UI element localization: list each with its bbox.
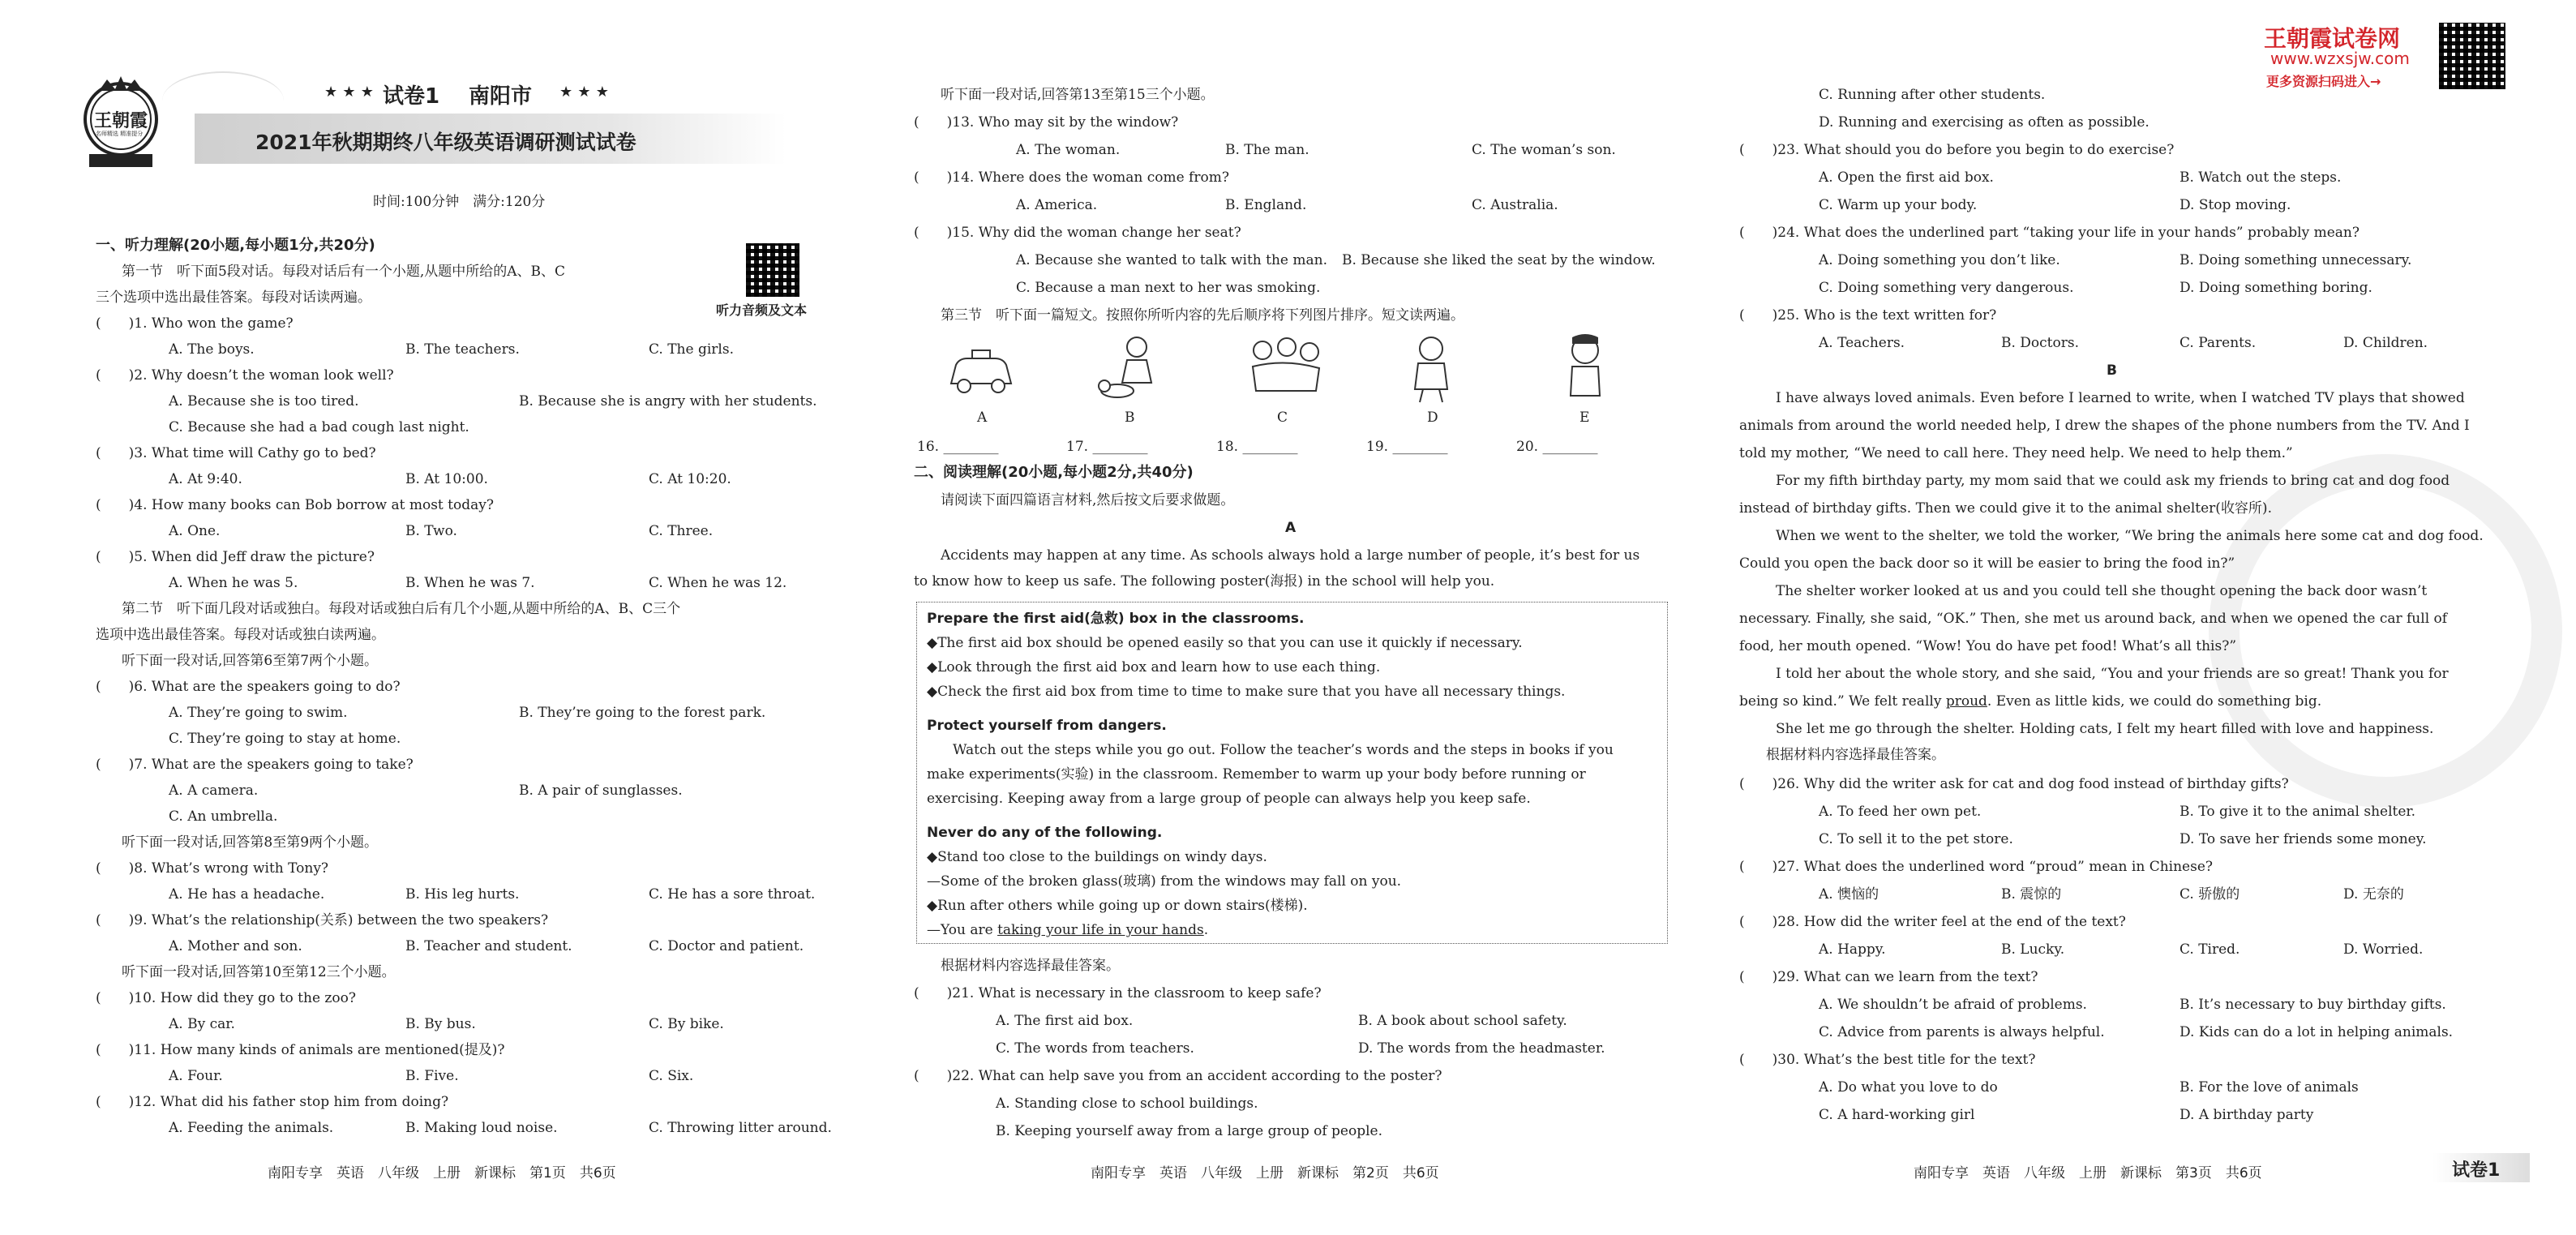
question-29: ( )29. What can we learn from the text?: [1739, 969, 2038, 985]
q21-option-b: B. A book about school safety.: [1358, 1013, 1567, 1029]
page-column-2: [904, 0, 1674, 1235]
q21-option-a: A. The first aid box.: [996, 1013, 1134, 1029]
q8-option-b: B. His leg hurts.: [405, 886, 520, 903]
q6-option-a: A. They’re going to swim.: [169, 705, 348, 721]
dialogue-4-instruction: 听下面一段对话,回答第13至第15三个小题。: [941, 87, 1215, 103]
picture-c-kids-icon: [1245, 334, 1326, 404]
q30-option-a: A. Do what you love to do: [1819, 1079, 1998, 1096]
brand-tagline: 更多资源扫码进入→: [2266, 74, 2381, 89]
q28-option-a: A. Happy.: [1819, 941, 1886, 958]
q5-option-c: C. When he was 12.: [649, 575, 787, 591]
q25-option-c: C. Parents.: [2180, 335, 2257, 351]
question-3: ( )3. What time will Cathy go to bed?: [96, 445, 376, 461]
passage-b-line-8: The shelter worker looked at us and you could tell she thought opening the back door wasn’t: [1776, 583, 2428, 599]
question-2: ( )2. Why doesn’t the woman look well?: [96, 367, 394, 384]
q23-option-b: B. Watch out the steps.: [2180, 169, 2342, 186]
poster-item-3: ◆Check the first aid box from time to time to make sure that you have all necessary things.: [927, 684, 1566, 700]
line-12-prefix: being so kind.” We felt really: [1739, 693, 1946, 710]
passage-b-line-7: Could you open the back door so it will be easier to bring the food in?”: [1739, 555, 2235, 572]
poster-heading-1: Prepare the first aid(急救) box in the classrooms.: [927, 611, 1305, 627]
passage-a-instruction: 根据材料内容选择最佳答案。: [941, 958, 1120, 974]
q23-option-a: A. Open the first aid box.: [1819, 169, 1994, 186]
poster-item-2: ◆Look through the first aid box and learn how to use each thing.: [927, 659, 1381, 675]
q9-option-c: C. Doctor and patient.: [649, 938, 804, 954]
passage-b-line-1: I have always loved animals. Even before I learned to write, when I watched TV plays that showed: [1776, 390, 2465, 406]
q12-option-b: B. Making loud noise.: [405, 1120, 558, 1136]
dialogue-3-instruction: 听下面一段对话,回答第10至第12三个小题。: [122, 964, 396, 980]
part-2-intro-2: 选项中选出最佳答案。每段对话或独白读两遍。: [96, 627, 385, 643]
page-1-footer: 南阳专享 英语 八年级 上册 新课标 第1页 共6页: [268, 1165, 616, 1181]
q14-option-a: A. America.: [1016, 197, 1098, 213]
q25-option-d: D. Children.: [2343, 335, 2428, 351]
q7-option-b: B. A pair of sunglasses.: [519, 783, 683, 799]
answer-blank-19[interactable]: 19. ________: [1366, 439, 1448, 455]
question-30: ( )30. What’s the best title for the text?: [1739, 1052, 2036, 1068]
picture-a-car-icon: [945, 339, 1018, 404]
q24-option-a: A. Doing something you don’t like.: [1819, 252, 2060, 268]
poster-para-2: make experiments(实验) in the classroom. Remember to warm up your body before running or: [927, 766, 1586, 783]
q10-option-b: B. By bus.: [405, 1016, 476, 1032]
qr-label: 听力音频及文本: [716, 302, 808, 318]
underlined-phrase: taking your life in your hands: [997, 922, 1204, 938]
logo-slogan: 名师精选 精准提分: [96, 131, 144, 137]
poster-never-1: ◆Stand too close to the buildings on windy days.: [927, 849, 1267, 865]
question-24: ( )24. What does the underlined part “taking your life in your hands” probably mean?: [1739, 225, 2360, 241]
passage-b-line-10: food, her mouth opened. “Wow! You do have pet food! What’s all this?”: [1739, 638, 2237, 654]
q15-option-a: A. Because she wanted to talk with the man.: [1016, 252, 1327, 268]
poster-para-1: Watch out the steps while you go out. Follow the teacher’s words and the steps in books if you: [953, 742, 1614, 758]
q4-option-b: B. Two.: [405, 523, 457, 539]
part-3-intro: 第三节 听下面一篇短文。按照你所听内容的先后顺序将下列图片排序。短文读两遍。: [941, 307, 1464, 324]
header-city: 南阳市: [469, 84, 533, 109]
passage-b-line-12: [1739, 693, 2321, 710]
underlined-word-proud: proud: [1945, 693, 1987, 710]
q22-option-a: A. Standing close to school buildings.: [996, 1096, 1258, 1112]
q1-option-b: B. The teachers.: [405, 341, 520, 358]
q11-option-c: C. Six.: [649, 1068, 694, 1084]
time-score: 时间:100分钟 满分:120分: [373, 194, 546, 210]
picture-label-b: B: [1125, 410, 1135, 426]
section-1-title: 一、听力理解(20小题,每小题1分,共20分): [96, 237, 375, 254]
q30-option-c: C. A hard-working girl: [1819, 1107, 1975, 1123]
picture-label-c: C: [1277, 410, 1288, 426]
q9-option-a: A. Mother and son.: [169, 938, 302, 954]
q6-option-b: B. They’re going to the forest park.: [519, 705, 766, 721]
poster-heading-2: Protect yourself from dangers.: [927, 718, 1167, 734]
q12-option-c: C. Throwing litter around.: [649, 1120, 832, 1136]
answer-blank-20[interactable]: 20. ________: [1516, 439, 1598, 455]
poster-never-4: [927, 921, 1208, 939]
passage-a-line-1: Accidents may happen at any time. As schools always hold a large number of people, it’s best for us: [941, 547, 1640, 564]
question-28: ( )28. How did the writer feel at the end of the text?: [1739, 914, 2126, 930]
brand-name: 王朝霞试卷网: [2264, 25, 2401, 52]
part-1-intro: 第一节 听下面5段对话。每段对话后有一个小题,从题中所给的A、B、C: [122, 264, 565, 280]
q26-option-c: C. To sell it to the pet store.: [1819, 831, 2013, 847]
q8-option-c: C. He has a sore throat.: [649, 886, 816, 903]
q7-option-a: A. A camera.: [169, 783, 259, 799]
q28-option-d: D. Worried.: [2343, 941, 2424, 958]
question-4: ( )4. How many books can Bob borrow at most today?: [96, 497, 494, 513]
question-1: ( )1. Who won the game?: [96, 315, 294, 332]
q30-option-d: D. A birthday party: [2180, 1107, 2314, 1123]
q6-option-c: C. They’re going to stay at home.: [169, 731, 401, 747]
passage-a-label: A: [1285, 520, 1297, 536]
answer-blank-16[interactable]: 16. ________: [917, 439, 999, 455]
q26-option-b: B. To give it to the animal shelter.: [2180, 804, 2416, 820]
question-25: ( )25. Who is the text written for?: [1739, 307, 1997, 324]
q11-option-b: B. Five.: [405, 1068, 459, 1084]
passage-b-instruction: 根据材料内容选择最佳答案。: [1766, 747, 1945, 763]
q14-option-c: C. Australia.: [1472, 197, 1558, 213]
q11-option-a: A. Four.: [169, 1068, 223, 1084]
passage-b-line-6: When we went to the shelter, we told the worker, “We bring the animals here some cat and dog food.: [1776, 528, 2484, 544]
logo-name: 王朝霞: [94, 110, 148, 131]
q22-option-d: D. Running and exercising as often as possible.: [1819, 114, 2150, 131]
q29-option-c: C. Advice from parents is always helpful.: [1819, 1024, 2105, 1040]
question-6: ( )6. What are the speakers going to do?: [96, 679, 401, 695]
q24-option-c: C. Doing something very dangerous.: [1819, 280, 2074, 296]
q5-option-a: A. When he was 5.: [169, 575, 298, 591]
picture-e-boy-icon: [1553, 332, 1618, 405]
listening-qr-code[interactable]: [746, 243, 799, 297]
q9-option-b: B. Teacher and student.: [405, 938, 572, 954]
q4-option-a: A. One.: [169, 523, 221, 539]
q10-option-c: C. By bike.: [649, 1016, 724, 1032]
q13-option-b: B. The man.: [1225, 142, 1309, 158]
question-14: ( )14. Where does the woman come from?: [914, 169, 1229, 186]
question-7: ( )7. What are the speakers going to take?: [96, 757, 414, 773]
poster-item-1: ◆The first aid box should be opened easily so that you can use it quickly if necessary.: [927, 635, 1523, 651]
question-12: ( )12. What did his father stop him from doing?: [96, 1094, 449, 1110]
corner-paper-tag: [2432, 1153, 2530, 1182]
picture-label-a: A: [977, 410, 988, 426]
header-paper-number: 试卷1: [383, 84, 440, 109]
q28-option-c: C. Tired.: [2180, 941, 2240, 958]
q29-option-a: A. We shouldn’t be afraid of problems.: [1819, 997, 2087, 1013]
q28-option-b: B. Lucky.: [2001, 941, 2065, 958]
part-2-intro: 第二节 听下面几段对话或独白。每段对话或独白后有几个小题,从题中所给的A、B、C三个: [122, 601, 681, 617]
question-21: ( )21. What is necessary in the classroom to keep safe?: [914, 985, 1322, 1001]
passage-a-line-2: to know how to keep us safe. The following poster(海报) in the school will help you.: [914, 573, 1495, 590]
passage-b-line-11: I told her about the whole story, and she said, “You and your friends are so great! Thank you for: [1776, 666, 2449, 682]
question-10: ( )10. How did they go to the zoo?: [96, 990, 356, 1006]
page-column-3: [1735, 0, 2514, 1235]
q27-option-d: D. 无奈的: [2343, 886, 2404, 903]
q23-option-c: C. Warm up your body.: [1819, 197, 1978, 213]
q27-option-b: B. 震惊的: [2001, 886, 2062, 903]
q25-option-b: B. Doctors.: [2001, 335, 2080, 351]
q14-option-b: B. England.: [1225, 197, 1307, 213]
part-1-intro-2: 三个选项中选出最佳答案。每段对话读两遍。: [96, 289, 371, 306]
question-11: ( )11. How many kinds of animals are mentioned(提及)?: [96, 1042, 505, 1058]
q2-option-a: A. Because she is too tired.: [169, 393, 359, 410]
line-12-suffix: . Even as little kids, we could do something big.: [1987, 693, 2322, 710]
dialogue-2-instruction: 听下面一段对话,回答第8至第9两个小题。: [122, 834, 379, 851]
q12-option-a: A. Feeding the animals.: [169, 1120, 334, 1136]
question-23: ( )23. What should you do before you begin to do exercise?: [1739, 142, 2175, 158]
dialogue-1-instruction: 听下面一段对话,回答第6至第7两个小题。: [122, 653, 379, 669]
q24-option-d: D. Doing something boring.: [2180, 280, 2372, 296]
question-26: ( )26. Why did the writer ask for cat and dog food instead of birthday gifts?: [1739, 776, 2289, 792]
page-3-footer: 南阳专享 英语 八年级 上册 新课标 第3页 共6页: [1914, 1165, 2262, 1181]
q21-option-d: D. The words from the headmaster.: [1358, 1040, 1605, 1057]
q7-option-c: C. An umbrella.: [169, 808, 278, 825]
q15-option-b: B. Because she liked the seat by the window.: [1342, 252, 1656, 268]
q3-option-a: A. At 9:40.: [169, 471, 242, 487]
q23-option-d: D. Stop moving.: [2180, 197, 2291, 213]
poster-never-4-suffix: .: [1203, 922, 1209, 938]
header-stars-left: ★ ★ ★: [324, 84, 374, 101]
poster-never-4-prefix: —You are: [927, 922, 998, 938]
q27-option-a: A. 懊恼的: [1819, 886, 1879, 903]
q8-option-a: A. He has a headache.: [169, 886, 325, 903]
brand-qr-code[interactable]: [2439, 23, 2505, 89]
brand-url: www.wzxsjw.com: [2270, 49, 2410, 68]
picture-b-helping-icon: [1095, 332, 1168, 405]
q26-option-d: D. To save her friends some money.: [2180, 831, 2427, 847]
passage-b-line-13: She let me go through the shelter. Holding cats, I felt my heart filled with love and happiness.: [1776, 721, 2434, 737]
section-2-title: 二、阅读理解(20小题,每小题2分,共40分): [914, 464, 1194, 481]
passage-b-line-9: necessary. Finally, she said, “OK.” Then, she met us around back, and when we opened the car full of: [1739, 611, 2448, 627]
q21-option-c: C. The words from teachers.: [996, 1040, 1194, 1057]
passage-b-label: B: [2107, 362, 2117, 379]
q3-option-c: C. At 10:20.: [649, 471, 731, 487]
q2-option-b: B. Because she is angry with her students.: [519, 393, 817, 410]
q27-option-c: C. 骄傲的: [2180, 886, 2240, 903]
question-27: ( )27. What does the underlined word “proud” mean in Chinese?: [1739, 859, 2214, 875]
q15-option-c: C. Because a man next to her was smoking.: [1016, 280, 1321, 296]
picture-label-e: E: [1579, 410, 1590, 426]
q13-option-a: A. The woman.: [1016, 142, 1121, 158]
q29-option-b: B. It’s necessary to buy birthday gifts.: [2180, 997, 2446, 1013]
q22-option-c: C. Running after other students.: [1819, 87, 2046, 103]
header-stars-right: ★ ★ ★: [559, 84, 609, 101]
question-22: ( )22. What can help save you from an accident according to the poster?: [914, 1068, 1442, 1084]
q24-option-b: B. Doing something unnecessary.: [2180, 252, 2412, 268]
q29-option-d: D. Kids can do a lot in helping animals.: [2180, 1024, 2454, 1040]
answer-blank-17[interactable]: 17. ________: [1066, 439, 1148, 455]
q22-option-b: B. Keeping yourself away from a large group of people.: [996, 1123, 1383, 1139]
picture-d-boy-icon: [1399, 332, 1464, 405]
page-column-1: [81, 0, 859, 1235]
q30-option-b: B. For the love of animals: [2180, 1079, 2359, 1096]
q1-option-c: C. The girls.: [649, 341, 734, 358]
question-13: ( )13. Who may sit by the window?: [914, 114, 1179, 131]
poster-never-3: ◆Run after others while going up or down stairs(楼梯).: [927, 898, 1308, 914]
brand-logo: [83, 75, 159, 170]
q5-option-b: B. When he was 7.: [405, 575, 535, 591]
question-15: ( )15. Why did the woman change her seat?: [914, 225, 1241, 241]
q26-option-a: A. To feed her own pet.: [1819, 804, 1982, 820]
exam-title: 2021年秋期期终八年级英语调研测试试卷: [255, 131, 636, 154]
passage-b-line-2: animals from around the world needed help, I drew the shapes of the phone numbers from the TV. And I: [1739, 418, 2470, 434]
q25-option-a: A. Teachers.: [1819, 335, 1905, 351]
q13-option-c: C. The woman’s son.: [1472, 142, 1616, 158]
picture-label-d: D: [1427, 410, 1438, 426]
section-2-intro: 请阅读下面四篇语言材料,然后按文后要求做题。: [941, 492, 1235, 508]
passage-b-line-5: instead of birthday gifts. Then we could give it to the animal shelter(收容所).: [1739, 500, 2272, 517]
q3-option-b: B. At 10:00.: [405, 471, 488, 487]
page-2-footer: 南阳专享 英语 八年级 上册 新课标 第2页 共6页: [1091, 1165, 1439, 1181]
poster-heading-3: Never do any of the following.: [927, 825, 1163, 841]
poster-never-2: —Some of the broken glass(玻璃) from the windows may fall on you.: [927, 873, 1402, 890]
q1-option-a: A. The boys.: [169, 341, 255, 358]
question-8: ( )8. What’s wrong with Tony?: [96, 860, 329, 877]
answer-blank-18[interactable]: 18. ________: [1216, 439, 1298, 455]
passage-b-line-4: For my fifth birthday party, my mom said that we could ask my friends to bring cat and dog food: [1776, 473, 2450, 489]
poster-para-3: exercising. Keeping away from a large group of people can always help you keep safe.: [927, 791, 1531, 807]
question-9: ( )9. What’s the relationship(关系) between the two speakers?: [96, 912, 549, 928]
q10-option-a: A. By car.: [169, 1016, 235, 1032]
question-5: ( )5. When did Jeff draw the picture?: [96, 549, 375, 565]
q2-option-c: C. Because she had a bad cough last night.: [169, 419, 469, 435]
corner-paper-label: 试卷1: [2452, 1160, 2501, 1181]
q4-option-c: C. Three.: [649, 523, 714, 539]
passage-b-line-3: told my mother, “We need to call here. They need help. We need to help them.”: [1739, 445, 2293, 461]
